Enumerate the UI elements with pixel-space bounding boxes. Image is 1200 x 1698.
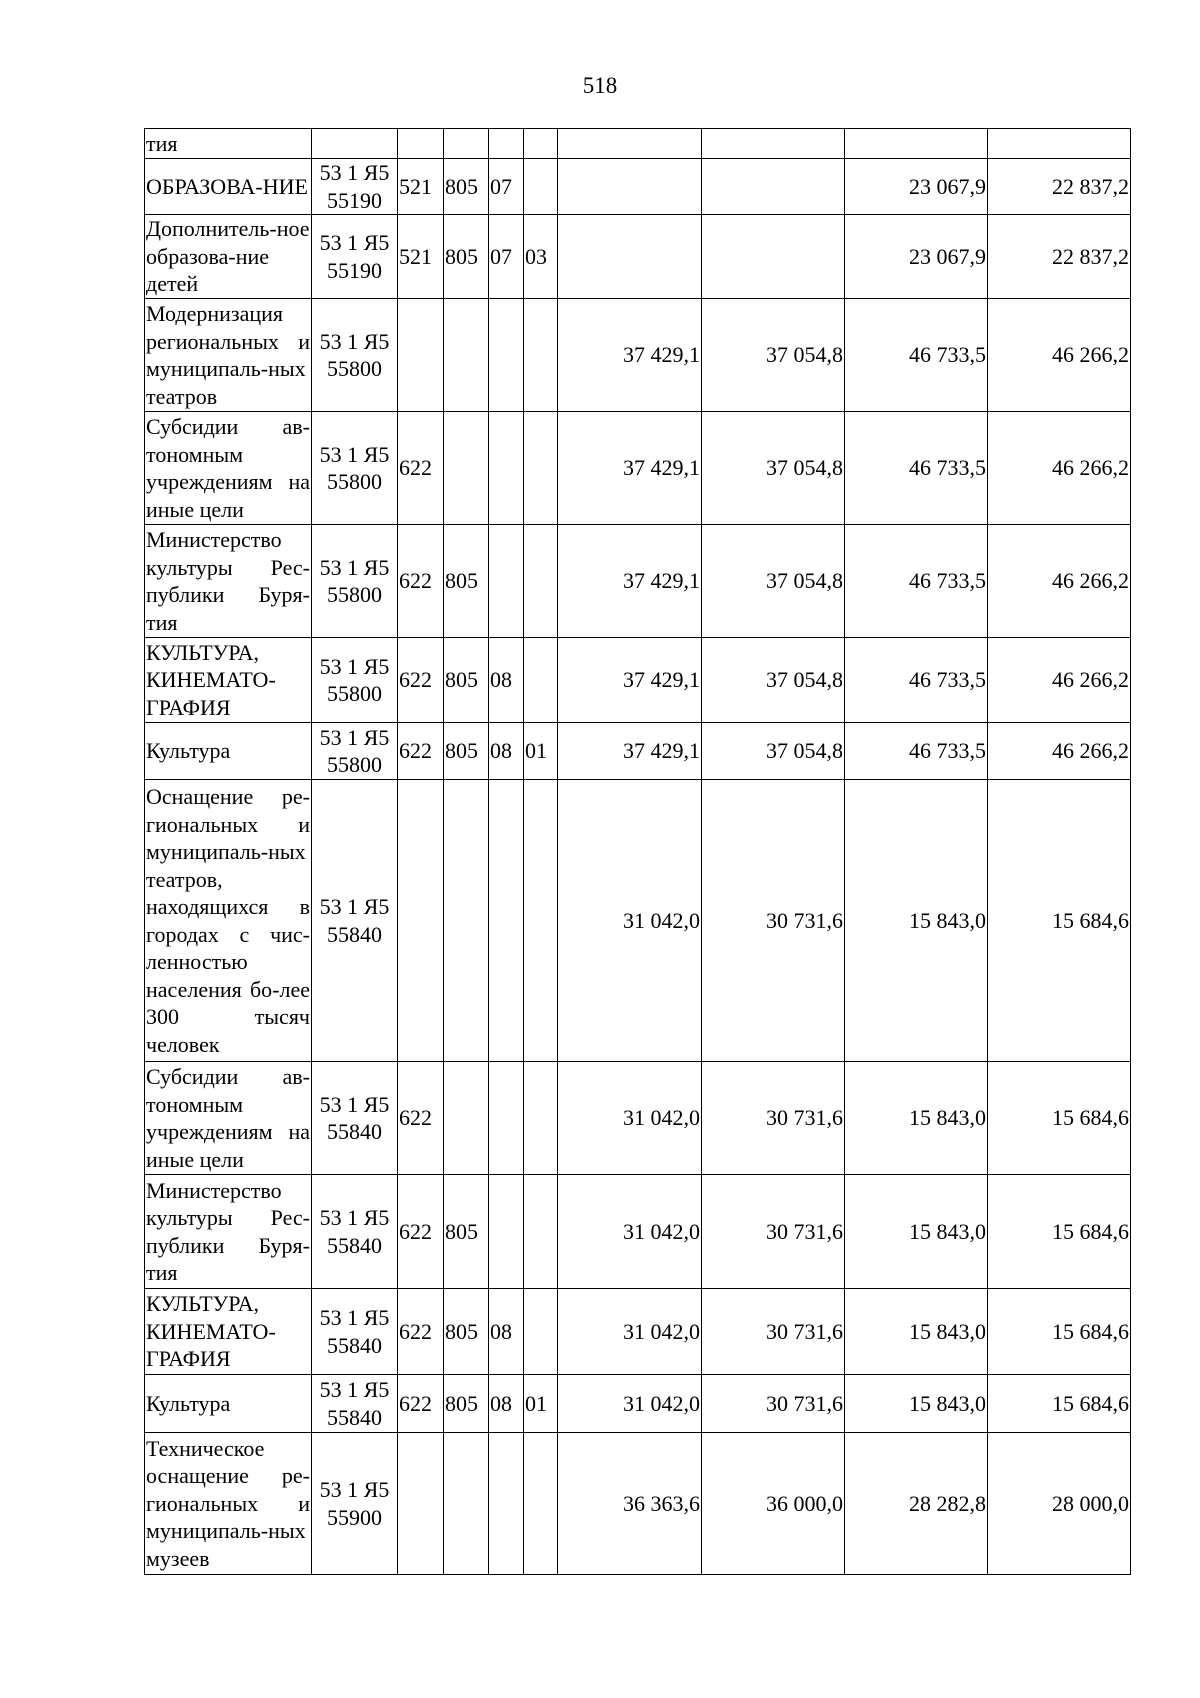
ministry-code: 805	[444, 723, 489, 780]
amount-col-1: 37 429,1	[558, 299, 702, 412]
table-row	[145, 723, 1131, 780]
target-article-code: 53 1 Я5 55900	[312, 1433, 398, 1575]
expense-type-code	[398, 1433, 444, 1575]
row-name: Министерство культуры Рес-публики Буря-тия	[145, 1175, 312, 1289]
table-row	[145, 215, 1131, 299]
subsection-code	[524, 159, 558, 215]
amount-col-3: 15 843,0	[845, 1175, 988, 1289]
ministry-code: 805	[444, 1175, 489, 1289]
amount-col-2: 30 731,6	[702, 780, 845, 1062]
section-code	[489, 129, 524, 159]
amount-col-3: 28 282,8	[845, 1433, 988, 1575]
amount-col-4: 15 684,6	[988, 1175, 1131, 1289]
expense-type-code: 622	[398, 525, 444, 638]
ministry-code	[444, 299, 489, 412]
target-article-code: 53 1 Я5 55800	[312, 723, 398, 780]
target-article-code: 53 1 Я5 55840	[312, 1375, 398, 1433]
target-article-code: 53 1 Я5 55840	[312, 1062, 398, 1175]
expense-type-code: 622	[398, 723, 444, 780]
amount-col-1: 31 042,0	[558, 780, 702, 1062]
expense-type-code: 521	[398, 159, 444, 215]
expense-type-code	[398, 129, 444, 159]
subsection-code: 03	[524, 215, 558, 299]
amount-col-2: 30 731,6	[702, 1062, 845, 1175]
amount-col-1: 37 429,1	[558, 723, 702, 780]
page-number: 518	[582, 73, 618, 98]
row-name: Оснащение ре-гиональных и муниципаль-ных театров, находящихся в городах с чис-ленностью населения бо-лее 300 тысяч человек	[145, 780, 312, 1062]
expense-type-code	[398, 780, 444, 1062]
subsection-code	[524, 1062, 558, 1175]
table-row	[145, 1175, 1131, 1289]
amount-col-4: 15 684,6	[988, 1062, 1131, 1175]
target-article-code: 53 1 Я5 55800	[312, 525, 398, 638]
table-row	[145, 1062, 1131, 1175]
section-code: 07	[489, 215, 524, 299]
amount-col-3: 15 843,0	[845, 780, 988, 1062]
amount-col-4: 22 837,2	[988, 215, 1131, 299]
amount-col-4: 15 684,6	[988, 1289, 1131, 1375]
amount-col-2: 37 054,8	[702, 638, 845, 723]
budget-table	[144, 128, 1131, 1575]
amount-col-3: 46 733,5	[845, 412, 988, 525]
amount-col-4: 46 266,2	[988, 412, 1131, 525]
table-row	[145, 299, 1131, 412]
section-code	[489, 1062, 524, 1175]
amount-col-2: 30 731,6	[702, 1375, 845, 1433]
amount-col-1	[558, 159, 702, 215]
section-code	[489, 412, 524, 525]
expense-type-code: 622	[398, 1289, 444, 1375]
expense-type-code: 622	[398, 638, 444, 723]
section-code: 08	[489, 638, 524, 723]
subsection-code	[524, 525, 558, 638]
section-code: 08	[489, 1289, 524, 1375]
amount-col-4: 46 266,2	[988, 723, 1131, 780]
subsection-code	[524, 299, 558, 412]
row-name: Модернизация региональных и муниципаль-ных театров	[145, 299, 312, 412]
row-name: Министерство культуры Рес-публики Буря-тия	[145, 525, 312, 638]
target-article-code: 53 1 Я5 55840	[312, 1175, 398, 1289]
target-article-code: 53 1 Я5 55800	[312, 638, 398, 723]
amount-col-2: 37 054,8	[702, 412, 845, 525]
expense-type-code: 622	[398, 1062, 444, 1175]
section-code	[489, 1433, 524, 1575]
amount-col-3: 46 733,5	[845, 525, 988, 638]
target-article-code: 53 1 Я5 55840	[312, 780, 398, 1062]
subsection-code	[524, 780, 558, 1062]
section-code	[489, 780, 524, 1062]
amount-col-4: 22 837,2	[988, 159, 1131, 215]
ministry-code	[444, 1062, 489, 1175]
target-article-code: 53 1 Я5 55800	[312, 412, 398, 525]
subsection-code: 01	[524, 723, 558, 780]
ministry-code: 805	[444, 159, 489, 215]
table-body	[145, 129, 1131, 1575]
amount-col-3: 23 067,9	[845, 215, 988, 299]
amount-col-3: 23 067,9	[845, 159, 988, 215]
table-row	[145, 1433, 1131, 1575]
target-article-code: 53 1 Я5 55800	[312, 299, 398, 412]
expense-type-code: 521	[398, 215, 444, 299]
amount-col-4: 15 684,6	[988, 780, 1131, 1062]
row-name: Субсидии ав-тономным учреждениям на иные цели	[145, 1062, 312, 1175]
section-code: 08	[489, 1375, 524, 1433]
amount-col-1	[558, 215, 702, 299]
amount-col-2: 30 731,6	[702, 1289, 845, 1375]
ministry-code: 805	[444, 525, 489, 638]
amount-col-2: 37 054,8	[702, 525, 845, 638]
ministry-code	[444, 129, 489, 159]
amount-col-3: 46 733,5	[845, 638, 988, 723]
ministry-code: 805	[444, 1375, 489, 1433]
expense-type-code: 622	[398, 1375, 444, 1433]
subsection-code	[524, 1433, 558, 1575]
row-name: Культура	[145, 1375, 312, 1433]
subsection-code	[524, 1289, 558, 1375]
amount-col-1: 31 042,0	[558, 1175, 702, 1289]
table-row	[145, 525, 1131, 638]
subsection-code	[524, 129, 558, 159]
expense-type-code: 622	[398, 412, 444, 525]
expense-type-code	[398, 299, 444, 412]
amount-col-1: 37 429,1	[558, 525, 702, 638]
amount-col-4: 28 000,0	[988, 1433, 1131, 1575]
amount-col-1	[558, 129, 702, 159]
row-name: Культура	[145, 723, 312, 780]
table-row	[145, 412, 1131, 525]
section-code: 07	[489, 159, 524, 215]
row-name: КУЛЬТУРА, КИНЕМАТО-ГРАФИЯ	[145, 638, 312, 723]
table-row	[145, 1375, 1131, 1433]
amount-col-4: 15 684,6	[988, 1375, 1131, 1433]
amount-col-2: 37 054,8	[702, 299, 845, 412]
section-code	[489, 299, 524, 412]
section-code: 08	[489, 723, 524, 780]
amount-col-4	[988, 129, 1131, 159]
section-code	[489, 1175, 524, 1289]
target-article-code: 53 1 Я5 55190	[312, 159, 398, 215]
row-name: тия	[145, 129, 312, 159]
table-row	[145, 129, 1131, 159]
ministry-code	[444, 412, 489, 525]
ministry-code: 805	[444, 1289, 489, 1375]
amount-col-3: 15 843,0	[845, 1289, 988, 1375]
subsection-code: 01	[524, 1375, 558, 1433]
amount-col-1: 37 429,1	[558, 412, 702, 525]
table-row	[145, 159, 1131, 215]
table-row	[145, 1289, 1131, 1375]
ministry-code	[444, 780, 489, 1062]
target-article-code: 53 1 Я5 55190	[312, 215, 398, 299]
amount-col-3: 46 733,5	[845, 299, 988, 412]
amount-col-2	[702, 215, 845, 299]
amount-col-1: 31 042,0	[558, 1062, 702, 1175]
amount-col-4: 46 266,2	[988, 638, 1131, 723]
amount-col-4: 46 266,2	[988, 525, 1131, 638]
ministry-code: 805	[444, 215, 489, 299]
expense-type-code: 622	[398, 1175, 444, 1289]
target-article-code	[312, 129, 398, 159]
table-row	[145, 638, 1131, 723]
amount-col-3	[845, 129, 988, 159]
amount-col-3: 46 733,5	[845, 723, 988, 780]
row-name: КУЛЬТУРА, КИНЕМАТО-ГРАФИЯ	[145, 1289, 312, 1375]
ministry-code: 805	[444, 638, 489, 723]
row-name: ОБРАЗОВА-НИЕ	[145, 159, 312, 215]
amount-col-1: 36 363,6	[558, 1433, 702, 1575]
row-name: Техническое оснащение ре-гиональных и муниципаль-ных музеев	[145, 1433, 312, 1575]
row-name: Дополнитель-ное образова-ние детей	[145, 215, 312, 299]
amount-col-1: 31 042,0	[558, 1375, 702, 1433]
amount-col-2: 30 731,6	[702, 1175, 845, 1289]
amount-col-4: 46 266,2	[988, 299, 1131, 412]
amount-col-3: 15 843,0	[845, 1375, 988, 1433]
ministry-code	[444, 1433, 489, 1575]
amount-col-2: 36 000,0	[702, 1433, 845, 1575]
amount-col-1: 31 042,0	[558, 1289, 702, 1375]
amount-col-1: 37 429,1	[558, 638, 702, 723]
row-name: Субсидии ав-тономным учреждениям на иные цели	[145, 412, 312, 525]
subsection-code	[524, 412, 558, 525]
section-code	[489, 525, 524, 638]
amount-col-3: 15 843,0	[845, 1062, 988, 1175]
subsection-code	[524, 1175, 558, 1289]
subsection-code	[524, 638, 558, 723]
amount-col-2: 37 054,8	[702, 723, 845, 780]
table-row	[145, 780, 1131, 1062]
amount-col-2	[702, 129, 845, 159]
amount-col-2	[702, 159, 845, 215]
target-article-code: 53 1 Я5 55840	[312, 1289, 398, 1375]
